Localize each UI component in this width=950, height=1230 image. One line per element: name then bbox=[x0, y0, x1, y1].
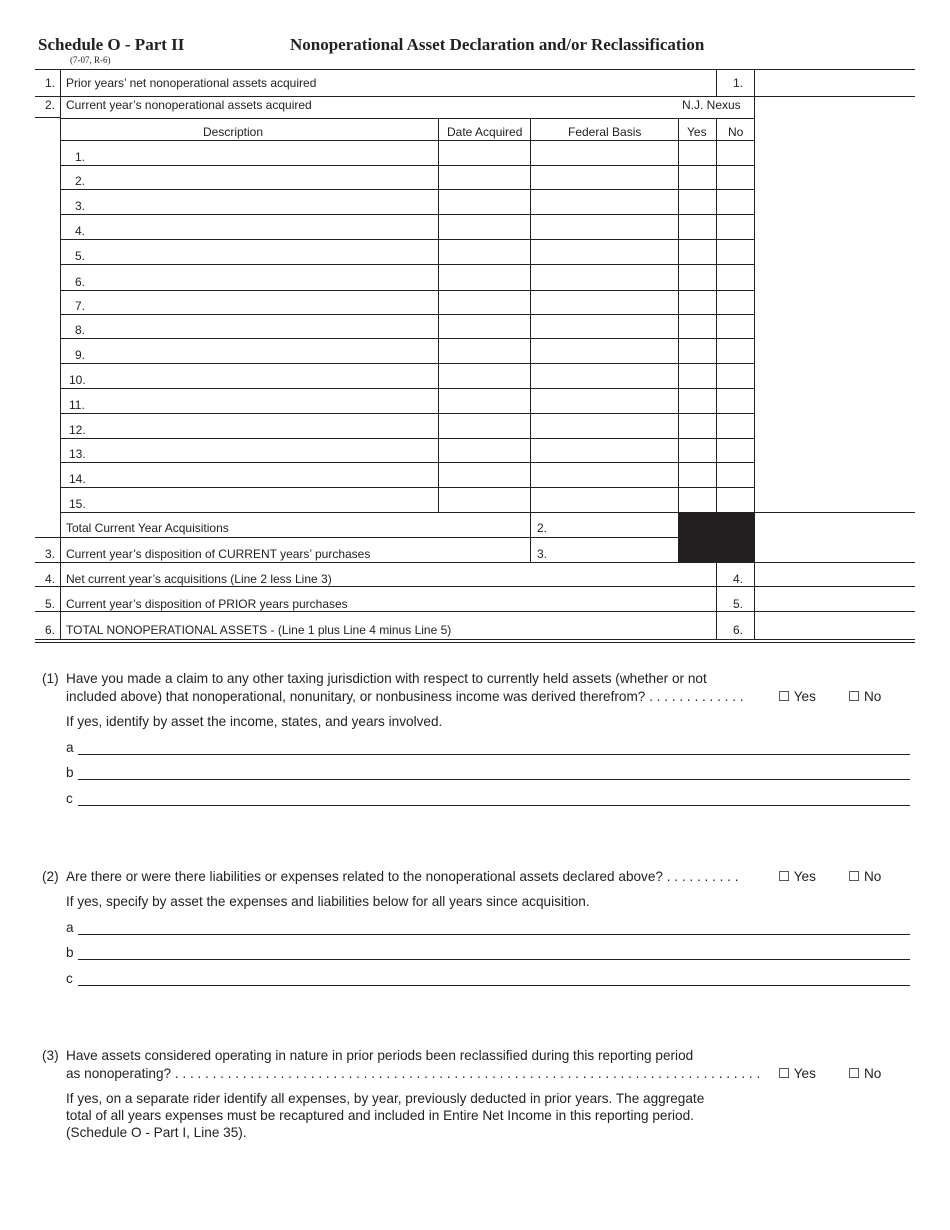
line4-ref: 4. bbox=[733, 572, 744, 586]
line3-ref: 3. bbox=[537, 547, 548, 561]
row-number: 6. bbox=[75, 275, 86, 289]
line4-label: Net current year’s acquisitions (Line 2 less Line 3) bbox=[66, 572, 332, 586]
col-federal-basis: Federal Basis bbox=[568, 125, 642, 139]
question2-number: (2) bbox=[42, 869, 59, 884]
line5-ref: 5. bbox=[733, 597, 744, 611]
question1-answer-a-field[interactable] bbox=[78, 754, 910, 755]
line5-number: 5. bbox=[45, 597, 56, 611]
total-amount-field[interactable] bbox=[548, 513, 676, 537]
row-number: 1. bbox=[75, 150, 86, 164]
question2-yes-checkbox[interactable]: ☐ Yes bbox=[778, 869, 816, 884]
line4-amount-field[interactable] bbox=[755, 563, 915, 586]
row-number: 10. bbox=[69, 373, 86, 387]
line1-ref: 1. bbox=[733, 76, 744, 90]
line3-amount-field[interactable] bbox=[548, 538, 676, 562]
question2-answer-c-field[interactable] bbox=[78, 985, 910, 986]
question2-no-checkbox[interactable]: ☐ No bbox=[848, 869, 882, 884]
line6-amount-field[interactable] bbox=[755, 612, 915, 638]
question1-followup: If yes, identify by asset the income, states, and years involved. bbox=[66, 714, 443, 729]
question2-text: Are there or were there liabilities or expenses related to the nonoperational assets declared above? . . . . . . . . . . bbox=[66, 869, 739, 884]
schedule-title: Schedule O - Part II bbox=[38, 35, 185, 54]
row-number: 5. bbox=[75, 249, 86, 263]
question1-answer-c-field[interactable] bbox=[78, 805, 910, 806]
answer-letter: b bbox=[66, 765, 74, 780]
row-number: 11. bbox=[69, 398, 85, 412]
question3-yes-checkbox[interactable]: ☐ Yes bbox=[778, 1066, 816, 1081]
question1-answer-b-field[interactable] bbox=[78, 779, 910, 780]
question3-followup: (Schedule O - Part I, Line 35). bbox=[66, 1125, 247, 1140]
row-number: 3. bbox=[75, 199, 86, 213]
answer-letter: a bbox=[66, 740, 74, 755]
col-date-acquired: Date Acquired bbox=[447, 125, 523, 139]
question1-text: Have you made a claim to any other taxing jurisdiction with respect to currently held assets (whether or not bbox=[66, 671, 707, 686]
page-title: Nonoperational Asset Declaration and/or Reclassification bbox=[290, 35, 705, 54]
question3-text-cont: as nonoperating? . . . . . . . . . . . . . . . . . . . . . . . . . . . . . . . . . . . . . . . . . . . . . . . . . . . . . . . . . . . . . . . . . . . . . . . . . . . . . . bbox=[66, 1066, 761, 1081]
total-ref: 2. bbox=[537, 521, 548, 535]
answer-letter: a bbox=[66, 920, 74, 935]
row-number: 7. bbox=[75, 299, 86, 313]
question3-followup: If yes, on a separate rider identify all expenses, by year, previously deducted in prior years. The aggregate bbox=[66, 1091, 705, 1106]
line2-label: Current year’s nonoperational assets acquired bbox=[66, 98, 312, 112]
line6-number: 6. bbox=[45, 623, 56, 637]
question2-answer-b-field[interactable] bbox=[78, 959, 910, 960]
line1-label: Prior years’ net nonoperational assets acquired bbox=[66, 76, 317, 90]
row-number: 4. bbox=[75, 224, 86, 238]
line1-number: 1. bbox=[45, 76, 56, 90]
line6-ref: 6. bbox=[733, 623, 744, 637]
col-description: Description bbox=[203, 125, 264, 139]
line3-label: Current year’s disposition of CURRENT years’ purchases bbox=[66, 547, 371, 561]
line5-label: Current year’s disposition of PRIOR years purchases bbox=[66, 597, 348, 611]
row-number: 9. bbox=[75, 348, 86, 362]
row-number: 15. bbox=[69, 497, 86, 511]
question3-text: Have assets considered operating in nature in prior periods been reclassified during this reporting period bbox=[66, 1048, 694, 1063]
shaded-cell bbox=[678, 513, 754, 562]
total-label: Total Current Year Acquisitions bbox=[66, 521, 229, 535]
question1-text-cont: included above) that nonoperational, nonunitary, or nonbusiness income was derived therefrom? . . . . . . . . . . . . . bbox=[66, 689, 744, 704]
line6-label: TOTAL NONOPERATIONAL ASSETS - (Line 1 plus Line 4 minus Line 5) bbox=[66, 623, 452, 637]
question1-yes-checkbox[interactable]: ☐ Yes bbox=[778, 689, 816, 704]
form-code: (7-07, R-6) bbox=[70, 55, 111, 65]
col-yes: Yes bbox=[687, 125, 707, 139]
nj-nexus-header: N.J. Nexus bbox=[682, 98, 741, 112]
row-number: 14. bbox=[69, 472, 86, 486]
answer-letter: b bbox=[66, 945, 74, 960]
row-number: 8. bbox=[75, 323, 86, 337]
line3-number: 3. bbox=[45, 547, 56, 561]
line1-amount-field[interactable] bbox=[755, 70, 915, 96]
question3-number: (3) bbox=[42, 1048, 59, 1063]
line2-number: 2. bbox=[45, 98, 56, 112]
col-no: No bbox=[728, 125, 744, 139]
answer-letter: c bbox=[66, 971, 73, 986]
question3-followup: total of all years expenses must be recaptured and included in Entire Net Income in this reporting period. bbox=[66, 1108, 694, 1123]
question1-number: (1) bbox=[42, 671, 59, 686]
question1-no-checkbox[interactable]: ☐ No bbox=[848, 689, 882, 704]
question2-answer-a-field[interactable] bbox=[78, 934, 910, 935]
line4-number: 4. bbox=[45, 572, 56, 586]
answer-letter: c bbox=[66, 791, 73, 806]
line5-amount-field[interactable] bbox=[755, 587, 915, 611]
row-number: 2. bbox=[75, 174, 86, 188]
question3-no-checkbox[interactable]: ☐ No bbox=[848, 1066, 882, 1081]
row-number: 12. bbox=[69, 423, 86, 437]
question2-followup: If yes, specify by asset the expenses and liabilities below for all years since acquisition. bbox=[66, 894, 590, 909]
row-number: 13. bbox=[69, 447, 86, 461]
